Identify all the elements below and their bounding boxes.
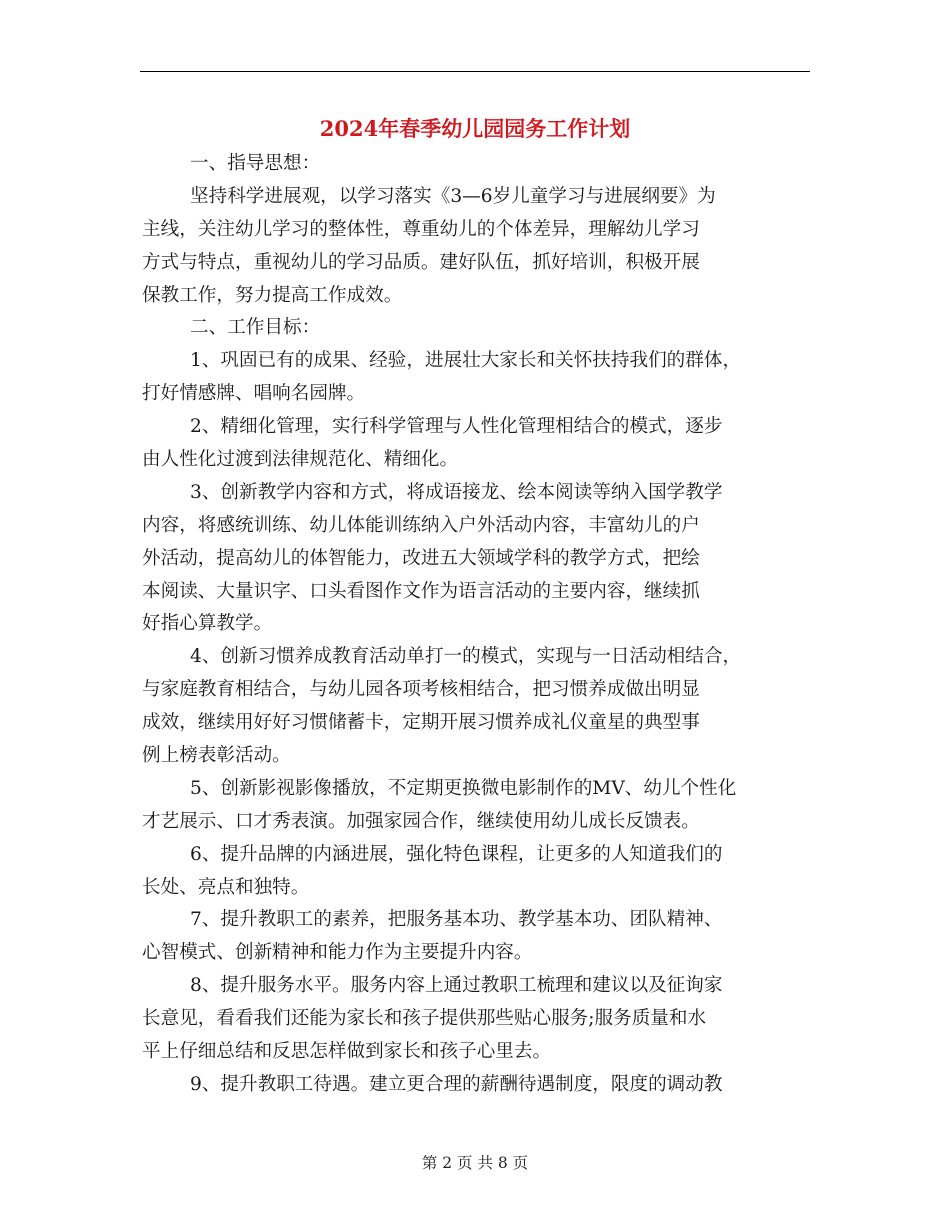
paragraph-line: 本阅读、大量识字、口头看图作文作为语言活动的主要内容，继续抓 — [142, 580, 700, 602]
paragraph-line: 才艺展示、口才秀表演。加强家园合作，继续使用幼儿成长反馈表。 — [142, 810, 700, 832]
paragraph-line: 保教工作，努力提高工作成效。 — [142, 284, 403, 306]
paragraph-line: 8、提升服务水平。服务内容上通过教职工梳理和建议以及征询家 — [190, 975, 723, 997]
paragraph-line: 心智模式、创新精神和能力作为主要提升内容。 — [142, 942, 533, 964]
paragraph-line: 与家庭教育相结合，与幼儿园各项考核相结合，把习惯养成做出明显 — [142, 679, 700, 701]
paragraph-line: 打好情感牌、唱响名园牌。 — [142, 383, 366, 405]
paragraph-line: 长意见，看看我们还能为家长和孩子提供那些贴心服务;服务质量和水 — [142, 1008, 707, 1030]
paragraph-line: 1、巩固已有的成果、经验，进展壮大家长和关怀扶持我们的群体， — [190, 350, 742, 372]
paragraph-line: 好指心算教学。 — [142, 613, 273, 635]
paragraph-line: 方式与特点，重视幼儿的学习品质。建好队伍，抓好培训，积极开展 — [142, 251, 700, 273]
paragraph-line: 2、精细化管理，实行科学管理与人性化管理相结合的模式，逐步 — [190, 416, 723, 438]
paragraph-line: 5、创新影视影像播放，不定期更换微电影制作的MV、幼儿个性化 — [190, 777, 737, 799]
header-rule — [140, 71, 810, 72]
paragraph-line: 一、指导思想： — [190, 153, 321, 174]
paragraph-line: 例上榜表彰活动。 — [142, 745, 291, 767]
paragraph-line: 外活动，提高幼儿的体智能力，改进五大领域学科的教学方式，把绘 — [142, 547, 700, 569]
paragraph-line: 内容，将感统训练、幼儿体能训练纳入户外活动内容，丰富幼儿的户 — [142, 514, 700, 536]
paragraph-line: 7、提升教职工的素养，把服务基本功、教学基本功、团队精神、 — [190, 909, 723, 931]
document-title: 2024年春季幼儿园园务工作计划 — [319, 116, 631, 141]
page-number: 第 2 页 共 8 页 — [421, 1154, 529, 1172]
paragraph-line: 6、提升品牌的内涵进展，强化特色课程，让更多的人知道我们的 — [190, 843, 723, 865]
paragraph-line: 平上仔细总结和反思怎样做到家长和孩子心里去。 — [142, 1041, 552, 1063]
paragraph-line: 主线，关注幼儿学习的整体性，尊重幼儿的个体差异，理解幼儿学习 — [142, 218, 700, 240]
paragraph-line: 9、提升教职工待遇。建立更合理的薪酬待遇制度，限度的调动教 — [190, 1073, 723, 1095]
paragraph-line: 4、创新习惯养成教育活动单打一的模式，实现与一日活动相结合， — [190, 646, 742, 668]
paragraph-line: 3、创新教学内容和方式，将成语接龙、绘本阅读等纳入国学教学 — [190, 481, 723, 503]
paragraph-line: 二、工作目标： — [190, 317, 321, 339]
document-body — [142, 148, 812, 1102]
paragraph-line: 成效，继续用好好习惯储蓄卡，定期开展习惯养成礼仪童星的典型事 — [142, 712, 700, 734]
paragraph-line: 由人性化过渡到法律规范化、精细化。 — [142, 449, 459, 471]
paragraph-line: 坚持科学进展观，以学习落实《3—6岁儿童学习与进展纲要》为 — [190, 185, 716, 207]
paragraph-line: 长处、亮点和独特。 — [142, 876, 310, 898]
